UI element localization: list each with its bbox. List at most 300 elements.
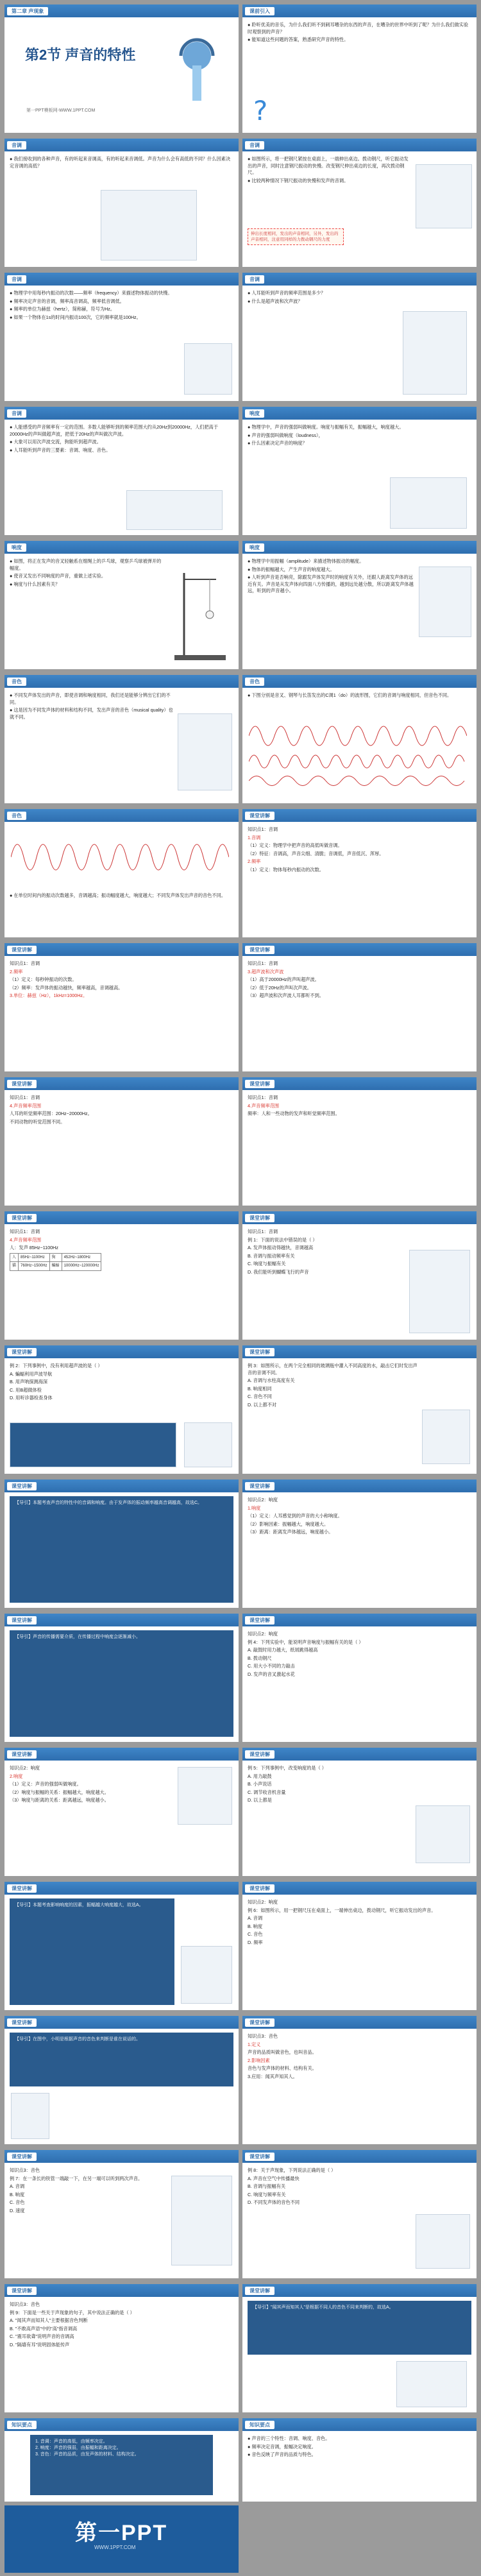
text-line: ● 下图分别是音叉、钢琴与长笛发出的C调1（do）的波形图，它们的音调与响度相同，但音色不同。 <box>248 692 452 698</box>
text-line: 例 9：下面是一些关于声现象的句子，其中说法正确的是（ ） <box>10 2309 135 2316</box>
text-line: D. 速度 <box>10 2207 25 2213</box>
text-line: ● 什么是超声波和次声波？ <box>248 298 303 304</box>
slide-tag: 课堂讲解 <box>245 2018 274 2027</box>
text-line: ● 频率决定声音的音调，频率高音调高，频率低音调低。 <box>10 298 124 304</box>
brand-logo: 第一PPT <box>75 2521 168 2545</box>
text-line: （3）超声波和次声波人耳都听不到。 <box>248 993 324 999</box>
slide-header <box>242 407 477 420</box>
text-line: 例 3：如图所示，在两个完全相同的玻璃瓶中灌入不同高度的水，敲击它们时发出声音的音调不同。 <box>248 1363 418 1376</box>
slide-logo <box>4 2505 239 2573</box>
slide-pitch-2 <box>242 139 477 267</box>
text-line: C. 音色不同 <box>248 1394 272 1400</box>
slide-header <box>242 2150 477 2163</box>
kids-illustration <box>390 477 467 529</box>
slide-header <box>4 809 239 822</box>
slide-header <box>242 1211 477 1224</box>
text-line: 4.声音频率范围 <box>10 1236 42 1243</box>
text-line: ● 物体的振幅越大，产生声音的响度越大。 <box>248 566 335 572</box>
slide-body <box>248 1497 471 1604</box>
slide-body <box>248 1765 412 1872</box>
table-cell: 人 <box>10 1253 19 1262</box>
slide-header <box>242 541 477 554</box>
table-cell: 狗 <box>49 1253 62 1262</box>
slide-lesson-5 <box>242 1077 477 1206</box>
text-line: ● 聆听优美的音乐，为什么我们听不到刺耳嘈杂的东西的声音，在嘈杂的世界中听到了呢？为什么我们做实验时观察到的声音？ <box>248 22 469 35</box>
slide-timbre-2 <box>242 675 477 803</box>
slide-body <box>248 826 471 934</box>
text-line: 4.声音频率范围 <box>10 1102 42 1109</box>
slide-body <box>10 2301 233 2409</box>
text-line: 知识点2：响度 <box>248 1899 278 1905</box>
slide-tag: 课堂讲解 <box>245 2153 274 2161</box>
slide-tag: 音调 <box>7 141 26 149</box>
text-line: 1.音调 <box>248 834 261 840</box>
text-line: ● 在单位时间内的振动次数越多，音调越高；振动幅度越大，响度越大；不同发声体发出声音的音色不同。 <box>10 892 226 898</box>
text-line: （2）频率：发声体的振动越快，频率越高，音调越高。 <box>10 984 123 991</box>
text-line: ● 物理学中用每秒内振动的次数——频率（frequency）来描述物体振动的快慢。 <box>10 290 173 296</box>
text-line: B. 用声呐探测海深 <box>10 1379 48 1385</box>
text-line: 人耳的听觉频率范围：20Hz~20000Hz。 <box>10 1111 92 1117</box>
slide-header <box>4 407 239 420</box>
waveform-image <box>11 828 229 886</box>
slide-header <box>242 4 477 17</box>
slide-header <box>4 1614 239 1626</box>
text-line: B. 响度相同 <box>248 1385 272 1392</box>
boy-illustration <box>11 2093 49 2139</box>
slide-timbre-1 <box>4 675 239 803</box>
slide-header <box>4 2150 239 2163</box>
slide-tag: 音色 <box>245 678 264 686</box>
slide-tag: 音调 <box>7 409 26 418</box>
text-line: ● 比较两种情况下钢尺振动的快慢和发声的音调。 <box>248 177 349 183</box>
slide-intro <box>242 4 477 133</box>
text-line: 音色与发声体的材料、结构有关。 <box>248 2065 317 2072</box>
glass-bottles-image <box>422 1410 470 1464</box>
text-line: 1.响度 <box>248 1505 261 1511</box>
slide-header <box>4 273 239 286</box>
slide-body <box>248 558 416 665</box>
slide-tag: 课前引入 <box>245 7 274 15</box>
slide-body <box>10 1095 233 1202</box>
text-line: ● 大象可以用次声波交流，狗能听到超声波。 <box>10 439 101 445</box>
table-row <box>10 1262 101 1271</box>
slide-example-7 <box>4 2150 239 2278</box>
guide-box: 【导引】在图中，小明是根据声音的音色来判断是谁在说话的。 <box>10 2033 233 2086</box>
slide-summary-2 <box>242 2418 477 2502</box>
slide-header <box>4 1345 239 1358</box>
slide-tag: 课堂讲解 <box>245 946 274 954</box>
slide-example-3 <box>242 1345 477 1474</box>
text-line: ● 人能感受的声音频率有一定的范围。多数人能够听到的频率范围大约从20Hz到20000Hz，人们把高于20000Hz的声叫做超声波，把低于20Hz的声叫做次声波。 <box>10 424 219 437</box>
text-line: （2）响度与振幅的关系：振幅越大，响度越大。 <box>10 1789 109 1795</box>
text-line: （2）影响因素：振幅越大，响度越大。 <box>248 1521 329 1527</box>
boy-illustration <box>171 2176 232 2265</box>
text-line: （3）响度与距离的关系：距离越远，响度越小。 <box>10 1797 109 1804</box>
slide-tag: 课堂讲解 <box>7 1750 37 1759</box>
slide-body <box>248 1363 419 1470</box>
text-line: D. 用听诊器检查身体 <box>10 1395 53 1401</box>
text-line: 3. 音色：声音的品质，由发声体的材料、结构决定。 <box>35 2452 139 2457</box>
slide-guide-4 <box>4 2016 239 2144</box>
text-line: A. "闻其声而知其人"主要根据音色判断 <box>10 2317 88 2324</box>
slide-header <box>242 1345 477 1358</box>
text-line: D. 以上都不对 <box>248 1401 277 1408</box>
text-line: （1）高于20000Hz的声叫超声波。 <box>248 977 319 983</box>
text-line: 例 2：下列事例中，没有利用超声波的是（ ） <box>10 1363 103 1369</box>
slide-tag: 音色 <box>7 812 26 820</box>
text-line: D. 不同发声体的音色不同 <box>248 2199 300 2206</box>
slide-header <box>4 541 239 554</box>
slide-header <box>4 1480 239 1492</box>
text-line: B. 拨动钢尺 <box>248 1655 272 1661</box>
slide-tag: 第二章 声现象 <box>7 7 48 15</box>
slide-body <box>248 1899 471 2006</box>
slide-tag: 课堂讲解 <box>245 1482 274 1490</box>
text-line: B. 响度 <box>10 2191 25 2197</box>
slide-header <box>4 4 239 17</box>
ruler-experiment-image <box>416 164 472 228</box>
slide-pitch-4 <box>242 273 477 401</box>
text-line: D. 发声的音叉激起水花 <box>248 1671 295 1677</box>
text-line: 例 4：下列实验中，能说明声音响度与振幅有关的是（ ） <box>248 1639 364 1645</box>
text-line: ● 能知道这些问题的答案，熟悉研究声音的特性。 <box>248 37 349 43</box>
text-line: ● 物理学中用振幅（amplitude）来描述物体振动的幅度。 <box>248 558 364 564</box>
text-line: 知识点1：音调 <box>248 826 278 832</box>
slide-tag: 响度 <box>245 543 264 552</box>
child-reading-illustration <box>178 713 232 790</box>
slide-lesson-7 <box>242 1211 477 1340</box>
text-line: ● 不同发声体发出的声音，即使音调和响度相同，我们还是能够分辨出它们的不同。 <box>10 692 171 705</box>
girl-illustration <box>181 1946 232 2004</box>
slide-header <box>242 1614 477 1626</box>
girl-illustration <box>409 1250 470 1333</box>
text-line: A. 音调与水柱高度有关 <box>248 1378 295 1384</box>
text-line: 频率：人和一些动物的发声和听觉频率范围。 <box>248 1111 340 1117</box>
slide-tag: 课堂讲解 <box>245 2287 274 2295</box>
text-line: 2. 响度：声音的强弱，由振幅和距离决定。 <box>35 2446 121 2450</box>
slide-header <box>242 1077 477 1090</box>
slide-tag: 课堂讲解 <box>7 2018 37 2027</box>
slide-tag: 课堂讲解 <box>245 1080 274 1088</box>
slide-example-2 <box>4 1345 239 1474</box>
text-line: A. 敲鼓时用力越大，纸屑跳得越高 <box>248 1647 318 1653</box>
slide-pitch-1 <box>4 139 239 267</box>
text-line: 3.超声波和次声波 <box>248 968 284 975</box>
slide-pitch-3 <box>4 273 239 401</box>
text-line: C. "震耳欲聋"说明声音的音调高 <box>10 2333 74 2340</box>
slide-lesson-2 <box>4 943 239 1071</box>
slide-header <box>4 2284 239 2297</box>
slide-body <box>10 960 233 1068</box>
text-line: C. 音色 <box>10 2199 25 2206</box>
slide-example-5 <box>242 1748 477 1876</box>
slide-lesson-6 <box>4 1211 239 1340</box>
text-line: 例 7：在一条长的铁管一端敲一下，在另一端可以听到两次声音。 <box>10 2175 143 2181</box>
text-line: 例 6：如图所示，用一把钢尺压在桌面上，一端伸出桌边，拨动钢尺，听它振动发出的声音。 <box>248 1907 436 1913</box>
text-line: C. 音色 <box>248 1931 263 1938</box>
slide-tag: 课堂讲解 <box>7 1884 37 1893</box>
text-line: A. 用力敲鼓 <box>248 1773 272 1779</box>
slide-body <box>248 2435 471 2498</box>
slide-header <box>4 2418 239 2431</box>
slide-example-9 <box>4 2284 239 2412</box>
slide-header <box>4 1211 239 1224</box>
slide-tag: 课堂讲解 <box>7 2153 37 2161</box>
slide-body <box>10 290 181 397</box>
slide-body <box>248 1229 406 1336</box>
slide-header <box>4 139 239 151</box>
slide-body <box>248 2033 471 2140</box>
slide-lesson-8 <box>242 1480 477 1608</box>
animal-illustration <box>126 490 223 530</box>
text-line: A. 音调 <box>248 1915 263 1922</box>
text-line: ● 频率的单位为赫兹（hertz），简称赫，符号为Hz。 <box>10 306 115 312</box>
student-illustration <box>403 311 467 395</box>
text-line: ● 这是因为不同发声体的材料和结构不同，发出声音的音色（musical quality）也就不同。 <box>10 707 173 720</box>
slide-tag: 课堂讲解 <box>7 946 37 954</box>
guide-box: 【导引】本题考查声音的特性中的音调和响度。由于发声体的振动频率越高音调越高，故选C。 <box>10 1496 233 1603</box>
text-line: ● 声音的三个特性：音调、响度、音色。 <box>248 2435 330 2441</box>
guide-box: 【导引】"闻其声而知其人"是根据不同人的音色不同来判断的，故选A。 <box>248 2301 471 2355</box>
slide-loudness-3 <box>242 541 477 669</box>
text-line: 不同动物的听觉范围不同。 <box>10 1118 65 1125</box>
text-line: ● 响度与什么因素有关？ <box>10 581 60 587</box>
slide-header <box>242 2418 477 2431</box>
text-line: B. 音调与振动频率有关 <box>248 1252 295 1259</box>
text-line: 知识点3：音色 <box>10 2301 40 2307</box>
table-cell: 猫 <box>10 1262 19 1271</box>
text-line: 知识点1：音调 <box>10 1095 40 1100</box>
slide-lesson-9 <box>4 1748 239 1876</box>
slide-guide-3 <box>4 1882 239 2010</box>
slide-tag: 音调 <box>245 141 264 149</box>
slide-header <box>4 2016 239 2029</box>
slide-body <box>248 1631 471 1738</box>
table-cell: 10000Hz~120000Hz <box>62 1262 101 1271</box>
slide-body <box>248 22 471 129</box>
slide-header <box>4 1748 239 1761</box>
text-line: ● 人听到声音是否响亮，除跟发声体发声时的响度有关外，还跟人距离发声体的远近有关。声音是从发声体向四面八方传播的，越到远处越分散，所以距离发声体越远，听到的声音越小。 <box>248 574 414 594</box>
text-line: D. 频率 <box>248 1939 263 1945</box>
slide-body <box>10 2167 168 2274</box>
table-cell: 760Hz~1500Hz <box>19 1262 50 1271</box>
slide-body <box>248 156 412 263</box>
question-mark-icon <box>250 94 276 126</box>
slide-tag: 课堂讲解 <box>245 1348 274 1356</box>
text-line: （2）特征：音调高，声音尖细、清脆；音调低，声音低沉、浑厚。 <box>248 850 384 857</box>
slide-tag: 知识要点 <box>245 2421 274 2429</box>
text-line: 知识点3：音色 <box>248 2033 278 2039</box>
text-line: 知识点1：音调 <box>248 960 278 966</box>
text-line: 3.单位：赫兹（Hz），1kHz=1000Hz。 <box>10 993 88 999</box>
slide-body <box>10 1229 233 1336</box>
slide-guide-1 <box>4 1480 239 1608</box>
text-line: ● 使音叉发出不同响度的声音，重做上述实验。 <box>10 573 106 579</box>
slide-body <box>248 2167 412 2274</box>
slide-summary-1 <box>4 2418 239 2502</box>
text-line: D. 以上都是 <box>248 1797 272 1804</box>
text-line: 知识点1：音调 <box>248 1229 278 1234</box>
summary-box <box>30 2435 213 2495</box>
slide-guide-2 <box>4 1614 239 1742</box>
table-cell: 蝙蝠 <box>49 1262 62 1271</box>
slide-tag: 知识要点 <box>7 2421 37 2429</box>
text-line: 知识点2：响度 <box>248 1631 278 1637</box>
text-line: B. 小声说话 <box>248 1781 272 1787</box>
text-line: （2）低于20Hz的声叫次声波。 <box>248 984 312 991</box>
slide-loudness-2 <box>4 541 239 669</box>
slide-lesson-11 <box>242 2016 477 2144</box>
text-line: 2.频率 <box>10 968 23 975</box>
slide-tag: 课堂讲解 <box>245 1750 274 1759</box>
slide-header <box>242 809 477 822</box>
slide-header <box>242 273 477 286</box>
slide-header <box>4 1882 239 1895</box>
text-line: 2.频率 <box>248 858 261 865</box>
slide-body <box>248 960 471 1068</box>
text-line: ● 我们接收到的各种声音，有的听起来音调高，有的听起来音调低。声音为什么会有高低的不同？什么因素决定音调的高低？ <box>10 156 231 169</box>
text-line: B. 音调与振幅有关 <box>248 2183 286 2190</box>
slide-tag: 课堂讲解 <box>245 1616 274 1625</box>
slide-tag: 课堂讲解 <box>7 1080 37 1088</box>
text-line: A. 声音在空气中传播最快 <box>248 2175 300 2181</box>
text-line: 知识点1：音调 <box>10 1229 40 1234</box>
guide-box: 【导引】声音的传播需要介质，在传播过程中响度会逐渐减小。 <box>10 1630 233 1737</box>
boy-illustration <box>184 1422 232 1467</box>
text-line: 例 5：下列事例中，改变响度的是（ ） <box>248 1765 326 1771</box>
slide-header <box>242 139 477 151</box>
table-cell: 85Hz~1100Hz <box>19 1253 50 1262</box>
text-line: 2.响度 <box>10 1773 23 1779</box>
slide-lesson-10 <box>242 1882 477 2010</box>
text-line: 2.影响因素 <box>248 2057 270 2063</box>
slide-tag: 课堂讲解 <box>7 1214 37 1222</box>
experiment-image <box>416 1805 470 1863</box>
speaker-illustration <box>178 1767 232 1825</box>
text-line: 1. 音调：声音的高低，由频率决定。 <box>35 2439 108 2444</box>
slide-lesson-4 <box>4 1077 239 1206</box>
slide-cover <box>4 4 239 133</box>
text-line: 1.定义 <box>248 2041 261 2047</box>
slide-body <box>10 1765 174 1872</box>
text-line: 人：发声 85Hz~1100Hz <box>10 1245 58 1251</box>
slide-example-8 <box>242 2150 477 2278</box>
text-line: ● 人耳能听到声音的频率范围是多少？ <box>248 290 326 296</box>
text-line: 例 8：关于声现象，下列说法正确的是（ ） <box>248 2167 336 2173</box>
headphone-illustration <box>168 27 226 110</box>
text-line: A. 发声体振动得越快，音调越高 <box>248 1245 314 1251</box>
slide-timbre-3 <box>4 809 239 937</box>
tuning-fork-stand-image <box>171 567 229 663</box>
text-line: ● 如图，将正在发声的音叉轻触系在细绳上的乒乓球，观察乒乓球被弹开的幅度。 <box>10 558 162 571</box>
slide-header <box>242 675 477 688</box>
text-line: （1）定义：声音的强弱叫做响度。 <box>10 1781 81 1787</box>
frequency-table <box>10 1253 101 1271</box>
slide-tag: 课堂讲解 <box>7 2287 37 2295</box>
text-line: （1）定义：物理学中把声音的高低叫做音调。 <box>248 842 342 849</box>
text-line: （1）定义：每秒钟振动的次数。 <box>10 977 77 983</box>
table-cell: 452Hz~1800Hz <box>62 1253 101 1262</box>
slide-tag: 课堂讲解 <box>7 1616 37 1625</box>
slide-header <box>242 1882 477 1895</box>
text-line: B. "不敢高声语"中的"高"指音调高 <box>10 2325 78 2332</box>
slide-header <box>242 943 477 956</box>
slide-header <box>4 675 239 688</box>
text-line: 知识点1：音调 <box>10 960 40 966</box>
slide-header <box>242 1748 477 1761</box>
slide-loudness-1 <box>242 407 477 535</box>
waveform-image <box>249 717 467 794</box>
cover-subtitle: 第一PPT模板网-WWW.1PPT.COM <box>26 108 96 113</box>
text-line: 知识点3：音色 <box>10 2167 40 2173</box>
brand-url: WWW.1PPT.COM <box>94 2545 136 2550</box>
text-line: 知识点1：音调 <box>248 1095 278 1100</box>
text-line: C. 调节收音机音量 <box>248 1789 286 1795</box>
text-line: A. 蝙蝠利用声波导航 <box>10 1370 53 1377</box>
slide-tag: 课堂讲解 <box>245 1884 274 1893</box>
slide-header <box>4 943 239 956</box>
children-illustration <box>101 190 197 260</box>
cover-title: 第2节 声音的特性 <box>25 47 136 63</box>
text-line: ● 频率决定音调，振幅决定响度。 <box>248 2443 316 2450</box>
slide-header <box>242 2016 477 2029</box>
slide-pitch-5 <box>4 407 239 535</box>
slide-example-4 <box>242 1614 477 1742</box>
text-line: A. 音调 <box>10 2183 25 2190</box>
slide-tag: 音调 <box>245 275 264 284</box>
text-line: C. 用B超做体检 <box>10 1386 42 1393</box>
text-line: ● 物理学中，声音的强弱叫做响度。响度与振幅有关，振幅越大，响度越大。 <box>248 424 404 430</box>
slide-body <box>10 692 174 799</box>
slide-body <box>10 892 233 934</box>
slide-tag: 课堂讲解 <box>7 1482 37 1490</box>
slide-lesson-3 <box>242 943 477 1071</box>
text-line: 例 1：下面的说法中错误的是（ ） <box>248 1236 317 1243</box>
text-line: 知识点2：响度 <box>248 1497 278 1503</box>
text-line: ● 声音的强弱叫做响度（loudness）， <box>248 432 323 438</box>
text-line: C. 用大小不同的力敲击 <box>248 1663 295 1669</box>
text-line: C. 响度与频率有关 <box>248 2191 286 2197</box>
text-line: 4.声音频率范围 <box>248 1102 280 1109</box>
slide-tag: 课堂讲解 <box>245 1214 274 1222</box>
teacher-illustration <box>416 2214 470 2269</box>
slide-tag: 课堂讲解 <box>7 1348 37 1356</box>
slide-lesson-1 <box>242 809 477 937</box>
text-line: （1）定义：人耳感觉到的声音的大小称响度。 <box>248 1513 342 1519</box>
text-line: D. 我们能听到蝴蝶飞行的声音 <box>248 1268 309 1275</box>
text-line: D. "隔墙有耳"说明固体能传声 <box>10 2341 70 2348</box>
text-line: B. 响度 <box>248 1923 263 1929</box>
slide-tag: 响度 <box>245 409 264 418</box>
text-line: 知识点2：响度 <box>10 1765 40 1771</box>
text-line: ● 如果一个物体在1s的时间内振动100次，它的频率就是100Hz。 <box>10 314 141 320</box>
text-line: ● 人耳能听到声音的三要素：音调、响度、音色。 <box>10 447 111 453</box>
slide-header <box>242 2284 477 2297</box>
text-line: C. 响度与振幅有关 <box>248 1261 286 1267</box>
note-box: 伸出长度相同，发出的声音相同，另外，发出的声音相同，注意用同样的力拨动钢尺的力度 <box>248 228 344 245</box>
text-line: ● 什么因素决定声音的响度？ <box>248 440 307 447</box>
text-line: 3.应用：闻其声知其人。 <box>248 2073 298 2079</box>
slide-tag: 音调 <box>7 275 26 284</box>
svg-text:?: ? <box>253 95 268 126</box>
slide-guide-5 <box>242 2284 477 2412</box>
text-line: （3）距离：距离发声体越远，响度越小。 <box>248 1529 333 1535</box>
text-line: （1）定义：物体每秒内振动的次数。 <box>248 866 324 873</box>
teacher-illustration <box>184 343 232 395</box>
slide-body <box>10 558 162 665</box>
slide-body <box>248 1095 471 1202</box>
text-line: ● 如图所示，将一把钢尺紧按在桌面上，一端伸出桌边。拨动钢尺，听它振动发出的声音，同时注意钢尺振动的快慢。改变钢尺伸出桌边的长度，再次拨动钢尺。 <box>248 156 409 176</box>
